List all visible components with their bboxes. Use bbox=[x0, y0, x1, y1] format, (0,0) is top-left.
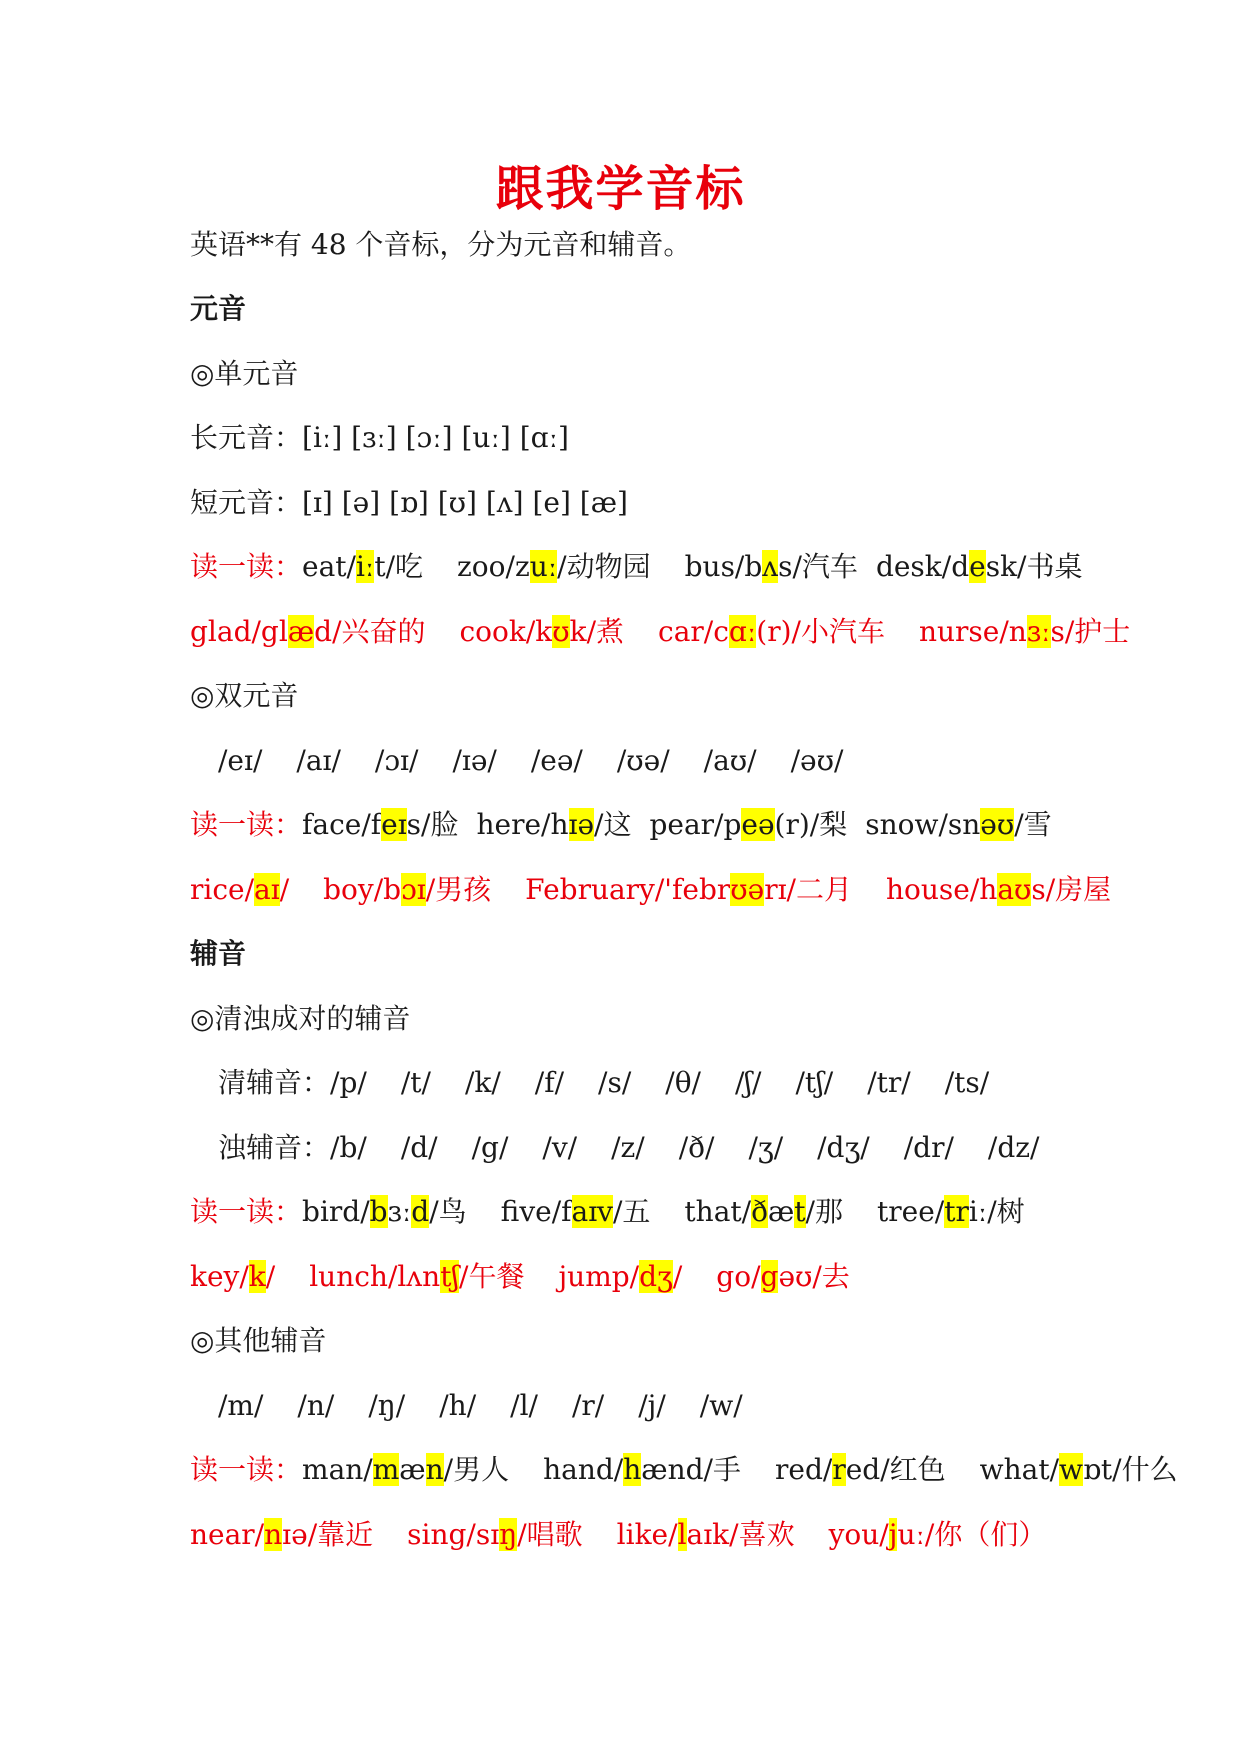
voiced-line bbox=[218, 1129, 1039, 1167]
example-word: lunch/lʌntʃ/午餐 bbox=[309, 1260, 525, 1293]
phoneme: /g/ bbox=[471, 1131, 509, 1164]
phoneme: /tr/ bbox=[867, 1066, 911, 1099]
phoneme: /t/ bbox=[400, 1066, 431, 1099]
paired-consonants-heading: ◎清浊成对的辅音 bbox=[190, 1002, 411, 1035]
phoneme: /ʊə/ bbox=[616, 744, 670, 777]
diphthong-list bbox=[218, 742, 843, 780]
phoneme: [ɜː] bbox=[351, 421, 397, 454]
long-vowels-line bbox=[190, 419, 569, 457]
read-label: 读一读： bbox=[190, 1195, 303, 1228]
phoneme: /k/ bbox=[464, 1066, 501, 1099]
voiceless-label: 清辅音： bbox=[218, 1066, 331, 1099]
phoneme: [ə] bbox=[341, 486, 381, 519]
phoneme: [æ] bbox=[579, 486, 628, 519]
page-title: 跟我学音标 bbox=[495, 161, 746, 217]
example-word: here/hɪə/这 bbox=[476, 808, 632, 841]
read-line-8 bbox=[190, 1516, 1046, 1554]
read-label: 读一读： bbox=[190, 550, 303, 583]
phoneme: /ŋ/ bbox=[368, 1389, 406, 1422]
example-word: snow/snəʊ/雪 bbox=[865, 808, 1052, 841]
vowels-heading: 元音 bbox=[190, 292, 247, 325]
read-line-5 bbox=[190, 1193, 1025, 1231]
short-vowels-label: 短元音： bbox=[190, 486, 303, 519]
phoneme: /tʃ/ bbox=[795, 1066, 834, 1099]
phoneme: /dʒ/ bbox=[817, 1131, 870, 1164]
phoneme: [uː] bbox=[461, 421, 511, 454]
read-label: 读一读： bbox=[190, 808, 303, 841]
example-word: bus/bʌs/汽车 bbox=[684, 550, 858, 583]
phoneme: /z/ bbox=[611, 1131, 645, 1164]
phoneme: /f/ bbox=[534, 1066, 565, 1099]
phoneme: /aʊ/ bbox=[703, 744, 757, 777]
phoneme: [ɑː] bbox=[519, 421, 569, 454]
phoneme: /ʒ/ bbox=[748, 1131, 784, 1164]
phoneme: /d/ bbox=[400, 1131, 438, 1164]
phoneme: /ð/ bbox=[678, 1131, 715, 1164]
example-word: you/juː/你（们） bbox=[828, 1518, 1047, 1551]
phoneme: [e] bbox=[532, 486, 571, 519]
phoneme: [iː] bbox=[302, 421, 343, 454]
phoneme: /p/ bbox=[330, 1066, 367, 1099]
example-word: hand/hænd/手 bbox=[543, 1453, 741, 1486]
example-word: rice/aɪ/ bbox=[190, 873, 290, 906]
phoneme: /eə/ bbox=[530, 744, 583, 777]
phoneme: /θ/ bbox=[665, 1066, 701, 1099]
example-word: that/ðæt/那 bbox=[684, 1195, 843, 1228]
phoneme: /j/ bbox=[638, 1389, 666, 1422]
example-word: bird/bɜːd/鸟 bbox=[302, 1195, 467, 1228]
phoneme: [ɪ] bbox=[302, 486, 333, 519]
phoneme: /ɔɪ/ bbox=[374, 744, 419, 777]
example-word: car/cɑː(r)/小汽车 bbox=[658, 615, 885, 648]
phoneme: /h/ bbox=[439, 1389, 477, 1422]
example-word: cook/kʊk/煮 bbox=[459, 615, 625, 648]
long-vowels-label: 长元音： bbox=[190, 421, 303, 454]
example-word: nurse/nɜːs/护士 bbox=[918, 615, 1131, 648]
phoneme: [ʌ] bbox=[485, 486, 524, 519]
example-word: desk/desk/书桌 bbox=[875, 550, 1083, 583]
phoneme: /dz/ bbox=[987, 1131, 1040, 1164]
phoneme: /s/ bbox=[598, 1066, 632, 1099]
phoneme: /v/ bbox=[542, 1131, 578, 1164]
phoneme: /ɪə/ bbox=[452, 744, 497, 777]
phoneme: /l/ bbox=[510, 1389, 538, 1422]
read-label: 读一读： bbox=[190, 1453, 303, 1486]
phoneme: /m/ bbox=[218, 1389, 264, 1422]
phoneme: /ts/ bbox=[944, 1066, 990, 1099]
phoneme: /aɪ/ bbox=[296, 744, 341, 777]
example-word: zoo/zuː/动物园 bbox=[457, 550, 651, 583]
phoneme: /w/ bbox=[699, 1389, 743, 1422]
short-vowels-line bbox=[190, 484, 628, 522]
other-consonants-heading: ◎其他辅音 bbox=[190, 1324, 327, 1357]
example-word: like/laɪk/喜欢 bbox=[616, 1518, 795, 1551]
phoneme: /əʊ/ bbox=[790, 744, 844, 777]
phoneme: /dr/ bbox=[903, 1131, 954, 1164]
example-word: pear/peə(r)/梨 bbox=[649, 808, 848, 841]
example-word: glad/glæd/兴奋的 bbox=[190, 615, 426, 648]
example-word: what/wɒt/什么 bbox=[979, 1453, 1178, 1486]
example-word: near/nɪə/靠近 bbox=[190, 1518, 374, 1551]
example-word: tree/triː/树 bbox=[876, 1195, 1025, 1228]
diphthong-heading: ◎双元音 bbox=[190, 679, 299, 712]
voiced-label: 浊辅音： bbox=[218, 1131, 331, 1164]
example-word: five/faɪv/五 bbox=[500, 1195, 651, 1228]
phoneme: /eɪ/ bbox=[218, 744, 263, 777]
example-word: key/k/ bbox=[190, 1260, 276, 1293]
example-word: sing/sɪŋ/唱歌 bbox=[407, 1518, 583, 1551]
example-word: eat/iːt/吃 bbox=[302, 550, 424, 583]
phoneme: /n/ bbox=[297, 1389, 335, 1422]
read-line-7 bbox=[190, 1451, 1178, 1489]
intro-text: 英语**有 48 个音标，分为元音和辅音。 bbox=[190, 228, 692, 261]
read-line-6 bbox=[190, 1258, 850, 1296]
phoneme: [ɒ] bbox=[389, 486, 429, 519]
read-line-4 bbox=[190, 871, 1111, 909]
phoneme: /b/ bbox=[330, 1131, 367, 1164]
example-word: February/'febrʊərɪ/二月 bbox=[525, 873, 852, 906]
voiceless-line bbox=[218, 1064, 989, 1102]
consonants-heading: 辅音 bbox=[190, 937, 247, 970]
phoneme: /r/ bbox=[571, 1389, 605, 1422]
read-line-2 bbox=[190, 613, 1130, 651]
example-word: boy/bɔɪ/男孩 bbox=[323, 873, 492, 906]
other-consonants-list bbox=[218, 1387, 743, 1425]
phoneme: [ʊ] bbox=[437, 486, 477, 519]
phoneme: /ʃ/ bbox=[735, 1066, 762, 1099]
example-word: house/haʊs/房屋 bbox=[885, 873, 1112, 906]
read-line-3 bbox=[190, 806, 1052, 844]
example-word: jump/dʒ/ bbox=[558, 1260, 683, 1293]
monophthong-heading: ◎单元音 bbox=[190, 357, 299, 390]
example-word: go/gəʊ/去 bbox=[716, 1260, 850, 1293]
example-word: red/red/红色 bbox=[775, 1453, 946, 1486]
read-line-1 bbox=[190, 548, 1082, 586]
example-word: man/mæn/男人 bbox=[302, 1453, 510, 1486]
example-word: face/feɪs/脸 bbox=[302, 808, 459, 841]
phoneme: [ɔː] bbox=[405, 421, 453, 454]
